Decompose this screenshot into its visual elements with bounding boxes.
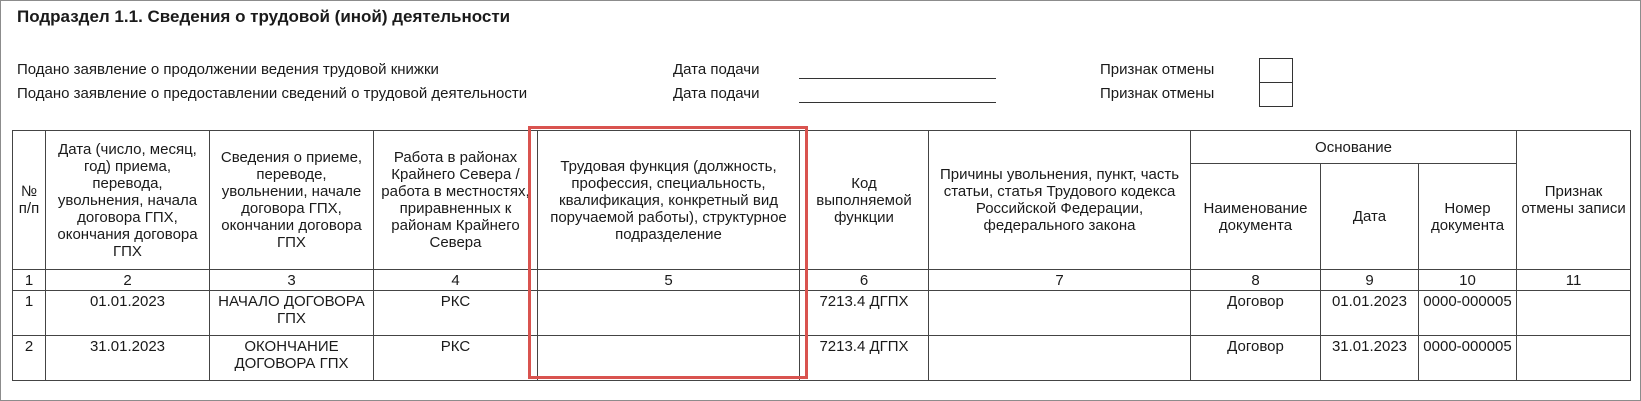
column-number: 2 [46, 270, 210, 291]
header-info: Сведения о приеме, переводе, увольнении, начале договора ГПХ, окончании договора ГПХ [210, 131, 374, 270]
cell-north: РКС [374, 291, 538, 336]
cell-function[interactable] [538, 336, 800, 381]
cell-doc-number: 0000-000005 [1419, 291, 1517, 336]
column-number: 3 [210, 270, 374, 291]
column-number: 8 [1191, 270, 1321, 291]
cell-doc-name: Договор [1191, 336, 1321, 381]
cancel-sign-checkbox[interactable] [1259, 82, 1293, 107]
cell-doc-number: 0000-000005 [1419, 336, 1517, 381]
header-basis: Основание [1191, 131, 1517, 164]
submission-date-label: Дата подачи [673, 85, 760, 102]
column-number: 6 [800, 270, 929, 291]
cancel-sign-checkbox[interactable] [1259, 58, 1293, 83]
cancel-sign-label: Признак отмены [1100, 61, 1215, 78]
cell-doc-date: 01.01.2023 [1321, 291, 1419, 336]
column-number: 7 [929, 270, 1191, 291]
cell-code: 7213.4 ДГПХ [800, 291, 929, 336]
header-doc-date: Дата [1321, 164, 1419, 270]
header-north: Работа в районах Крайнего Севера / работа в местностях, приравненных к районам Крайнего Севера [374, 131, 538, 270]
cell-num: 1 [13, 291, 46, 336]
cancel-sign-label: Признак отмены [1100, 85, 1215, 102]
section-title: Подраздел 1.1. Сведения о трудовой (иной) деятельности [17, 7, 511, 26]
cell-info: ОКОНЧАНИЕ ДОГОВОРА ГПХ [210, 336, 374, 381]
header-code: Код выполняемой функции [800, 131, 929, 270]
column-number: 5 [538, 270, 800, 291]
table-row[interactable] [13, 336, 1631, 381]
cell-function[interactable] [538, 291, 800, 336]
statement-text: Подано заявление о предоставлении сведений о трудовой деятельности [17, 85, 528, 102]
employment-records-table [12, 130, 1631, 381]
cell-reasons [929, 291, 1191, 336]
cell-info: НАЧАЛО ДОГОВОРА ГПХ [210, 291, 374, 336]
submission-date-field[interactable] [799, 102, 996, 103]
statement-row-provide-info [0, 83, 1300, 105]
table-row[interactable] [13, 291, 1631, 336]
header-reasons: Причины увольнения, пункт, часть статьи, статья Трудового кодекса Российской Федерации, федерального закона [929, 131, 1191, 270]
table-header-row [13, 131, 1631, 164]
cell-cancel [1517, 336, 1631, 381]
column-number: 11 [1517, 270, 1631, 291]
cell-reasons [929, 336, 1191, 381]
statement-row-continue-workbook [0, 59, 1300, 81]
column-number: 9 [1321, 270, 1419, 291]
cell-north: РКС [374, 336, 538, 381]
column-number: 10 [1419, 270, 1517, 291]
submission-date-field[interactable] [799, 78, 996, 79]
header-cancel: Признак отмены записи [1517, 131, 1631, 270]
submission-date-label: Дата подачи [673, 61, 760, 78]
statement-text: Подано заявление о продолжении ведения трудовой книжки [17, 61, 439, 78]
cell-date: 01.01.2023 [46, 291, 210, 336]
cell-doc-date: 31.01.2023 [1321, 336, 1419, 381]
header-function: Трудовая функция (должность, профессия, специальность, квалификация, конкретный вид поручаемой работы), структурное подразделение [538, 131, 800, 270]
cell-doc-name: Договор [1191, 291, 1321, 336]
cell-cancel [1517, 291, 1631, 336]
cell-date: 31.01.2023 [46, 336, 210, 381]
cell-code: 7213.4 ДГПХ [800, 336, 929, 381]
header-num: № п/п [13, 131, 46, 270]
header-date: Дата (число, месяц, год) приема, перевода, увольнения, начала договора ГПХ, окончания договора ГПХ [46, 131, 210, 270]
column-number: 1 [13, 270, 46, 291]
header-doc-number: Номер документа [1419, 164, 1517, 270]
cell-num: 2 [13, 336, 46, 381]
column-number: 4 [374, 270, 538, 291]
column-number-row [13, 270, 1631, 291]
header-doc-name: Наименование документа [1191, 164, 1321, 270]
